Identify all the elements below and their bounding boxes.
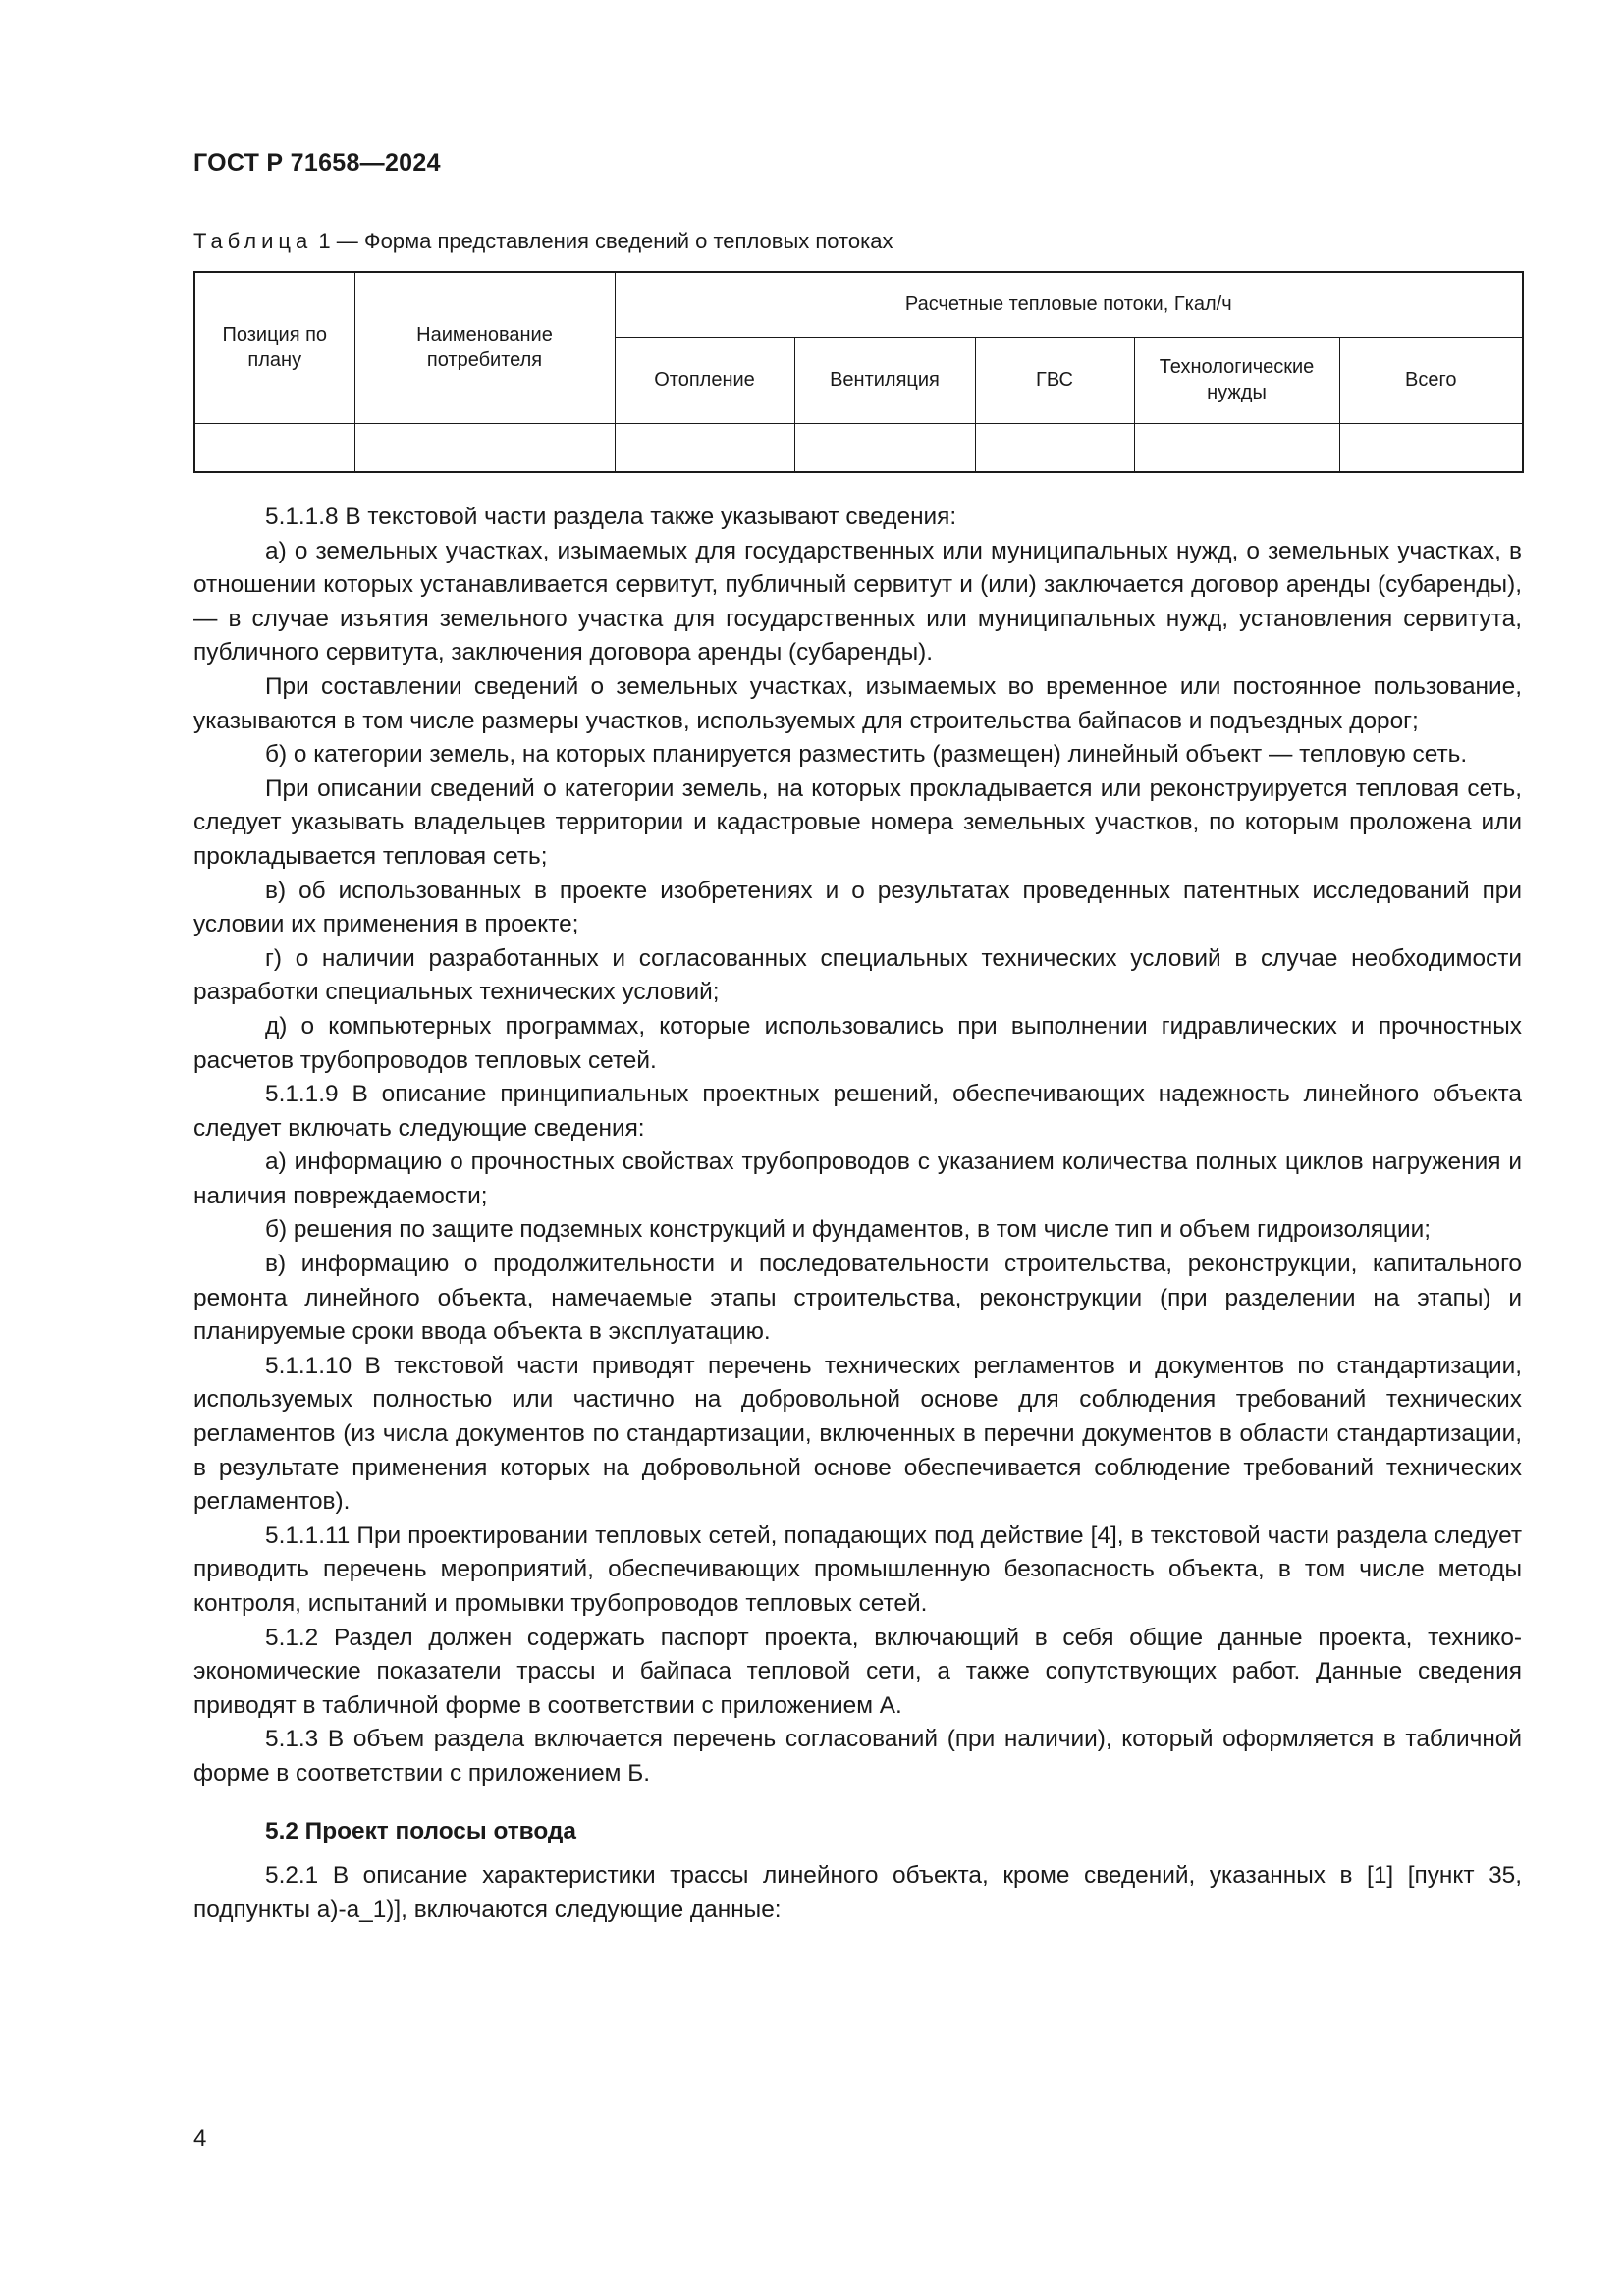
- table-caption-label: Таблица: [193, 229, 313, 253]
- header-total: Всего: [1339, 337, 1523, 423]
- header-heat-flows-group: Расчетные тепловые потоки, Гкал/ч: [615, 272, 1523, 337]
- table-cell: [194, 423, 354, 472]
- header-position: Позиция по плану: [194, 272, 354, 423]
- document-header: ГОСТ Р 71658—2024: [193, 149, 441, 177]
- paragraph: а) информацию о прочностных свойствах трубопроводов с указанием количества полных циклов нагружения и наличия повреждаемости;: [193, 1148, 1522, 1209]
- paragraph: 5.1.1.10 В текстовой части приводят перечень технических регламентов и документов по стандартизации, используемых полностью или частично на добровольной основе для соблюдения требований технических регламентов (из числа документов по стандартизации, включенных в перечни документов в области стандартизации, в результате применения которых на добровольной основе обеспечивается соблюдение требований технических регламентов).: [193, 1352, 1522, 1516]
- table-cell: [794, 423, 975, 472]
- header-hot-water: ГВС: [975, 337, 1134, 423]
- table-cell: [975, 423, 1134, 472]
- paragraph: б) о категории земель, на которых планируется разместить (размещен) линейный объект — тепловую сеть.: [265, 741, 1468, 769]
- heat-flows-table: [193, 271, 1524, 473]
- paragraph: 5.1.1.8 В текстовой части раздела также указывают сведения:: [265, 504, 957, 530]
- header-heating: Отопление: [615, 337, 794, 423]
- paragraph: в) об использованных в проекте изобретениях и о результатах проведенных патентных исследований при условии их применения в проекте;: [193, 877, 1522, 938]
- header-technological-needs: Технологические нужды: [1134, 337, 1339, 423]
- paragraph: При составлении сведений о земельных участках, изымаемых во временное или постоянное пользование, указываются в том числе размеры участков, используемых для строительства байпасов и подъездных дорог;: [193, 672, 1522, 734]
- paragraph: 5.1.3 В объем раздела включается перечень согласований (при наличии), который оформляется в табличной форме в соответствии с приложением Б.: [193, 1726, 1522, 1787]
- paragraph: д) о компьютерных программах, которые использовались при выполнении гидравлических и прочностных расчетов трубопроводов тепловых сетей.: [193, 1012, 1522, 1074]
- section-heading: 5.2 Проект полосы отвода: [265, 1817, 576, 1844]
- paragraph: 5.1.1.9 В описание принципиальных проектных решений, обеспечивающих надежность линейного объекта следует включать следующие сведения:: [193, 1081, 1522, 1142]
- paragraph: б) решения по защите подземных конструкций и фундаментов, в том числе тип и объем гидроизоляции;: [265, 1216, 1432, 1244]
- paragraph: При описании сведений о категории земель, на которых прокладывается или реконструируется тепловая сеть, следует указывать владельцев территории и кадастровые номера земельных участков, по которым проложена или прокладывается тепловая сеть;: [193, 774, 1522, 870]
- table-cell: [1339, 423, 1523, 472]
- header-consumer-name: Наименование потребителя: [354, 272, 615, 423]
- paragraph: в) информацию о продолжительности и последовательности строительства, реконструкции, капитального ремонта линейного объекта, намечаемые этапы строительства, реконструкции (при разделении на этапы) и планируемые сроки ввода объекта в эксплуатацию.: [193, 1251, 1522, 1346]
- table-cell: [354, 423, 615, 472]
- table-cell: [615, 423, 794, 472]
- table-caption: [193, 229, 893, 254]
- paragraph: г) о наличии разработанных и согласованных специальных технических условий в случае необходимости разработки специальных технических условий;: [193, 944, 1522, 1006]
- page-number: 4: [193, 2125, 207, 2152]
- header-ventilation: Вентиляция: [794, 337, 975, 423]
- paragraph: 5.1.2 Раздел должен содержать паспорт проекта, включающий в себя общие данные проекта, технико-экономические показатели трассы и байпаса тепловой сети, а также сопутствующих работ. Данные сведения приводят в табличной форме в соответствии с приложением А.: [193, 1624, 1522, 1719]
- table-caption-text: 1 — Форма представления сведений о тепловых потоках: [312, 229, 893, 253]
- table-row: [194, 423, 1523, 472]
- paragraph: 5.2.1 В описание характеристики трассы линейного объекта, кроме сведений, указанных в [1] [пункт 35, подпункты а)-а_1)], включаются следующие данные:: [193, 1862, 1522, 1923]
- paragraph: а) о земельных участках, изымаемых для государственных или муниципальных нужд, о земельных участках, в отношении которых устанавливается сервитут, публичный сервитут и (или) заключается договор аренды (субаренды), — в случае изъятия земельного участка для государственных или муниципальных нужд, установления сервитута, публичного сервитута, заключения договора аренды (субаренды).: [193, 537, 1522, 667]
- paragraph: 5.1.1.11 При проектировании тепловых сетей, попадающих под действие [4], в текстовой части раздела следует приводить перечень мероприятий, обеспечивающих промышленную безопасность объекта, в том числе методы контроля, испытаний и промывки трубопроводов тепловых сетей.: [193, 1522, 1522, 1617]
- table-cell: [1134, 423, 1339, 472]
- body-text: [193, 501, 1522, 1927]
